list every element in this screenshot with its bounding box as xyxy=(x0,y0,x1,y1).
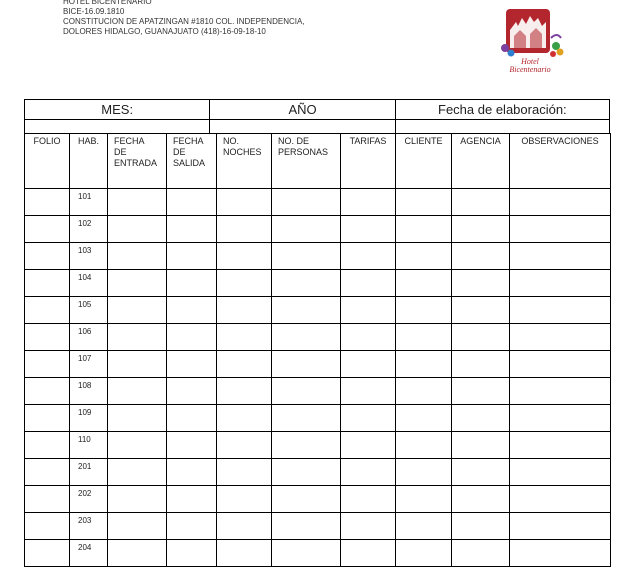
fecha-elaboracion-label: Fecha de elaboración: xyxy=(438,102,567,117)
table-cell[interactable] xyxy=(217,432,272,459)
logo-text-line2: Bicentenario xyxy=(509,65,551,74)
table-cell[interactable] xyxy=(272,297,341,324)
table-cell[interactable] xyxy=(272,189,341,216)
table-cell[interactable] xyxy=(217,459,272,486)
table-cell[interactable] xyxy=(452,405,510,432)
table-cell[interactable] xyxy=(341,432,396,459)
table-cell[interactable] xyxy=(272,243,341,270)
table-cell[interactable] xyxy=(510,216,611,243)
table-cell[interactable] xyxy=(510,459,611,486)
table-cell[interactable] xyxy=(452,513,510,540)
table-cell[interactable] xyxy=(272,486,341,513)
mes-field[interactable] xyxy=(25,120,210,133)
table-cell[interactable] xyxy=(452,540,510,567)
col-noches: NO. NOCHES xyxy=(217,134,272,189)
room-number: 101 xyxy=(70,189,108,216)
table-cell[interactable] xyxy=(167,378,217,405)
table-cell[interactable] xyxy=(452,486,510,513)
table-cell[interactable] xyxy=(341,270,396,297)
table-cell[interactable] xyxy=(396,405,452,432)
table-row xyxy=(25,189,611,216)
table-row xyxy=(25,297,611,324)
col-tarifas: TARIFAS xyxy=(341,134,396,189)
table-row xyxy=(25,378,611,405)
table-cell[interactable] xyxy=(167,297,217,324)
room-number: 107 xyxy=(70,351,108,378)
table-cell[interactable] xyxy=(108,540,167,567)
logo-text-line1: Hotel xyxy=(521,57,539,66)
table-cell[interactable] xyxy=(217,324,272,351)
col-folio: FOLIO xyxy=(25,134,70,189)
table-cell[interactable] xyxy=(341,324,396,351)
table-cell[interactable] xyxy=(341,243,396,270)
mes-label: MES: xyxy=(25,100,210,119)
table-cell[interactable] xyxy=(25,297,70,324)
table-cell[interactable] xyxy=(452,378,510,405)
form-top-row xyxy=(24,99,610,119)
table-cell[interactable] xyxy=(167,216,217,243)
table-cell[interactable] xyxy=(396,216,452,243)
table-cell[interactable] xyxy=(510,243,611,270)
room-number: 203 xyxy=(70,513,108,540)
hotel-city-phone: DOLORES HIDALGO, GUANAJUATO (418)-16-09-18-10 xyxy=(63,27,266,36)
table-cell[interactable] xyxy=(341,405,396,432)
table-cell[interactable] xyxy=(217,216,272,243)
table-cell[interactable] xyxy=(341,297,396,324)
table-row xyxy=(25,243,611,270)
table-cell[interactable] xyxy=(217,378,272,405)
table-cell[interactable] xyxy=(167,459,217,486)
hotel-code: BICE-16.09.1810 xyxy=(63,7,125,16)
room-number: 110 xyxy=(70,432,108,459)
table-cell[interactable] xyxy=(25,324,70,351)
room-number: 109 xyxy=(70,405,108,432)
table-cell[interactable] xyxy=(341,189,396,216)
hotel-name: HOTEL BICENTENARIO xyxy=(63,0,152,6)
ano-label: AÑO xyxy=(210,100,395,119)
table-row xyxy=(25,405,611,432)
table-cell[interactable] xyxy=(396,486,452,513)
table-cell[interactable] xyxy=(25,216,70,243)
table-cell[interactable] xyxy=(167,405,217,432)
table-cell[interactable] xyxy=(452,216,510,243)
room-number: 108 xyxy=(70,378,108,405)
table-row xyxy=(25,351,611,378)
table-row xyxy=(25,270,611,297)
table-cell[interactable] xyxy=(452,324,510,351)
table-row xyxy=(25,540,611,567)
table-cell[interactable] xyxy=(25,378,70,405)
table-cell[interactable] xyxy=(510,432,611,459)
hotel-header xyxy=(63,0,305,37)
table-row xyxy=(25,513,611,540)
table-cell[interactable] xyxy=(25,540,70,567)
col-observaciones: OBSERVACIONES xyxy=(510,134,611,189)
room-number: 104 xyxy=(70,270,108,297)
table-cell[interactable] xyxy=(108,243,167,270)
room-number: 204 xyxy=(70,540,108,567)
table-cell[interactable] xyxy=(510,297,611,324)
table-cell[interactable] xyxy=(272,216,341,243)
table-cell[interactable] xyxy=(396,432,452,459)
table-cell[interactable] xyxy=(167,540,217,567)
table-cell[interactable] xyxy=(510,486,611,513)
table-cell[interactable] xyxy=(396,270,452,297)
table-cell[interactable] xyxy=(341,459,396,486)
table-cell[interactable] xyxy=(25,459,70,486)
room-number: 105 xyxy=(70,297,108,324)
table-row xyxy=(25,324,611,351)
table-cell[interactable] xyxy=(510,513,611,540)
table-cell[interactable] xyxy=(167,270,217,297)
table-cell[interactable] xyxy=(341,216,396,243)
ano-field[interactable] xyxy=(210,120,395,133)
reservation-table xyxy=(24,133,611,567)
fecha-elaboracion-field[interactable] xyxy=(396,120,609,133)
table-cell[interactable] xyxy=(452,459,510,486)
table-cell[interactable] xyxy=(25,513,70,540)
table-cell[interactable] xyxy=(452,270,510,297)
room-number: 102 xyxy=(70,216,108,243)
table-cell[interactable] xyxy=(167,324,217,351)
table-cell[interactable] xyxy=(396,189,452,216)
table-cell[interactable] xyxy=(167,351,217,378)
table-cell[interactable] xyxy=(272,513,341,540)
form-blank-row xyxy=(24,119,610,133)
table-cell[interactable] xyxy=(272,540,341,567)
table-cell[interactable] xyxy=(272,351,341,378)
room-number: 106 xyxy=(70,324,108,351)
col-agencia: AGENCIA xyxy=(452,134,510,189)
table-cell[interactable] xyxy=(396,459,452,486)
table-header-row xyxy=(25,134,611,189)
table-cell[interactable] xyxy=(108,270,167,297)
reservation-form xyxy=(24,99,610,567)
table-row xyxy=(25,432,611,459)
table-cell[interactable] xyxy=(510,405,611,432)
table-cell[interactable] xyxy=(25,270,70,297)
table-cell[interactable] xyxy=(272,405,341,432)
table-cell[interactable] xyxy=(341,486,396,513)
col-fecha-entrada: FECHA DE ENTRADA xyxy=(108,134,167,189)
table-row xyxy=(25,216,611,243)
table-cell[interactable] xyxy=(217,513,272,540)
table-cell[interactable] xyxy=(510,378,611,405)
table-cell[interactable] xyxy=(217,270,272,297)
table-cell[interactable] xyxy=(396,540,452,567)
table-cell[interactable] xyxy=(452,297,510,324)
table-cell[interactable] xyxy=(341,351,396,378)
table-cell[interactable] xyxy=(25,351,70,378)
room-number: 201 xyxy=(70,459,108,486)
table-cell[interactable] xyxy=(272,270,341,297)
table-cell[interactable] xyxy=(108,459,167,486)
table-cell[interactable] xyxy=(25,189,70,216)
table-cell[interactable] xyxy=(396,243,452,270)
table-cell[interactable] xyxy=(25,432,70,459)
table-cell[interactable] xyxy=(452,432,510,459)
table-cell[interactable] xyxy=(217,297,272,324)
table-cell[interactable] xyxy=(396,351,452,378)
table-cell[interactable] xyxy=(167,513,217,540)
table-cell[interactable] xyxy=(396,378,452,405)
table-cell[interactable] xyxy=(510,540,611,567)
table-cell[interactable] xyxy=(510,324,611,351)
table-cell[interactable] xyxy=(108,189,167,216)
table-cell[interactable] xyxy=(452,351,510,378)
table-cell[interactable] xyxy=(108,405,167,432)
hotel-logo xyxy=(496,8,570,78)
table-cell[interactable] xyxy=(396,513,452,540)
col-fecha-salida: FECHA DE SALIDA xyxy=(167,134,217,189)
table-row xyxy=(25,459,611,486)
table-cell[interactable] xyxy=(108,297,167,324)
table-cell[interactable] xyxy=(108,216,167,243)
table-cell[interactable] xyxy=(167,432,217,459)
table-cell[interactable] xyxy=(217,540,272,567)
table-cell[interactable] xyxy=(217,405,272,432)
table-cell[interactable] xyxy=(217,243,272,270)
table-cell[interactable] xyxy=(341,513,396,540)
table-cell[interactable] xyxy=(272,432,341,459)
col-cliente: CLIENTE xyxy=(396,134,452,189)
table-cell[interactable] xyxy=(108,432,167,459)
table-cell[interactable] xyxy=(25,243,70,270)
table-cell[interactable] xyxy=(217,351,272,378)
table-cell[interactable] xyxy=(167,486,217,513)
table-cell[interactable] xyxy=(167,243,217,270)
hotel-address: CONSTITUCION DE APATZINGAN #1810 COL. INDEPENDENCIA, xyxy=(63,17,305,26)
table-cell[interactable] xyxy=(510,189,611,216)
col-hab: HAB. xyxy=(70,134,108,189)
table-row xyxy=(25,486,611,513)
table-cell[interactable] xyxy=(452,189,510,216)
table-cell[interactable] xyxy=(341,540,396,567)
table-cell[interactable] xyxy=(217,486,272,513)
table-cell[interactable] xyxy=(167,189,217,216)
table-cell[interactable] xyxy=(272,324,341,351)
room-number: 103 xyxy=(70,243,108,270)
table-cell[interactable] xyxy=(217,189,272,216)
table-cell[interactable] xyxy=(108,324,167,351)
table-cell[interactable] xyxy=(108,351,167,378)
room-number: 202 xyxy=(70,486,108,513)
table-cell[interactable] xyxy=(108,486,167,513)
table-cell[interactable] xyxy=(25,486,70,513)
table-cell[interactable] xyxy=(452,243,510,270)
table-cell[interactable] xyxy=(272,378,341,405)
table-cell[interactable] xyxy=(272,459,341,486)
table-cell[interactable] xyxy=(25,405,70,432)
table-cell[interactable] xyxy=(108,513,167,540)
col-personas: NO. DE PERSONAS xyxy=(272,134,341,189)
table-cell[interactable] xyxy=(510,270,611,297)
table-cell[interactable] xyxy=(510,351,611,378)
table-cell[interactable] xyxy=(341,378,396,405)
table-cell[interactable] xyxy=(396,324,452,351)
table-cell[interactable] xyxy=(108,378,167,405)
table-cell[interactable] xyxy=(396,297,452,324)
